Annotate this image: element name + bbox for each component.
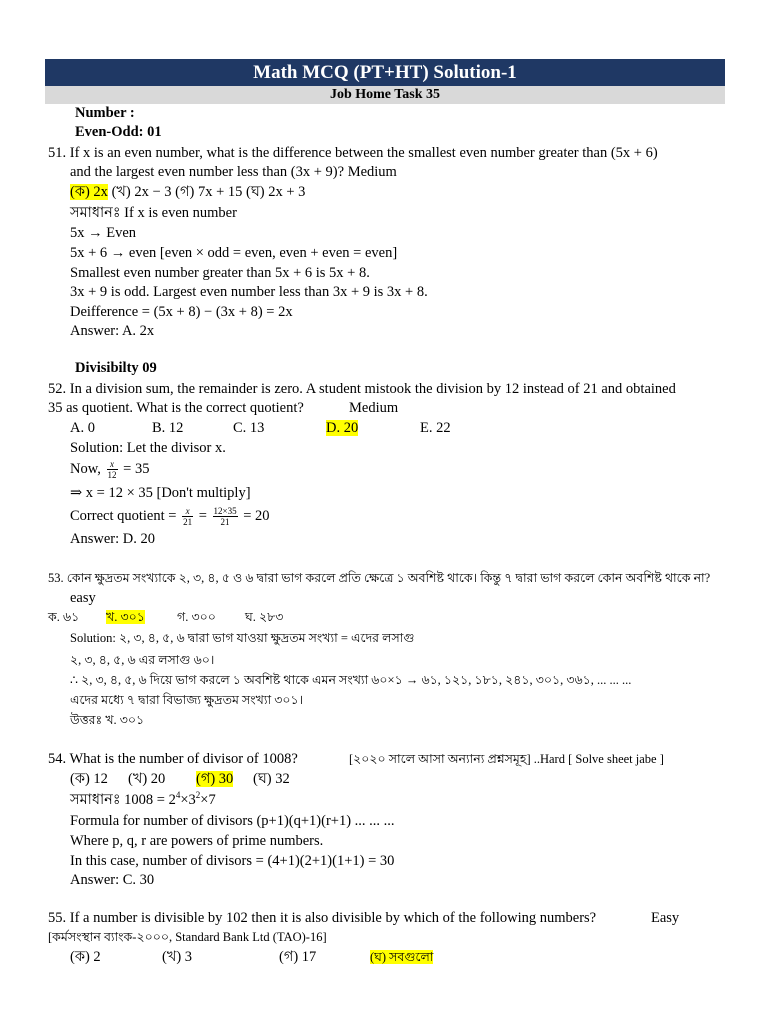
q53-option-ka: ক. ৬১	[48, 610, 80, 624]
q54-solution-1	[70, 790, 216, 810]
q52-option-d	[326, 418, 358, 438]
q53-solution-1: Solution: ২, ৩, ৪, ৫, ৬ দ্বারা ভাগ যাওয়া ক্ষুদ্রতম সংখ্যা = এদের লসাগু	[70, 631, 415, 645]
q54-factorization: সমাধানঃ 1008 = 2	[70, 792, 176, 808]
q52-text-1: 52. In a division sum, the remainder is zero. A student mistook the division by 12 instead of 21 and obtained	[48, 381, 676, 397]
q51-text-2: and the largest even number less than (3x + 9)? Medium	[70, 164, 397, 180]
page-title: Math MCQ (PT+HT) Solution-1	[45, 59, 725, 86]
q54-solution-3: Where p, q, r are powers of prime numbers.	[70, 833, 324, 849]
q54-answer: Answer: C. 30	[70, 872, 155, 888]
frac-denominator: 12	[107, 470, 117, 481]
q52-equals-20: = 20	[243, 508, 270, 524]
q55-level: Easy	[651, 910, 680, 926]
q53-text-1: 53. কোন ক্ষুদ্রতম সংখ্যাকে ২, ৩, ৪, ৫ ও ৬ দ্বারা ভাগ করলে প্রতি ক্ষেত্রে ১ অবশিষ্ট থাকে। কিন্তু ৭ দ্বারা ভাগ করলে কোন অবশিষ্ট থাকে না?	[48, 571, 711, 585]
q51-text-1: 51. If x is an even number, what is the difference between the smallest even number greater than (5x + 6)	[48, 145, 658, 161]
q55-option-ga: (গ) 17	[279, 949, 317, 965]
q54-factor: ×7	[200, 792, 216, 808]
q52-equals-35: = 35	[123, 461, 150, 477]
q52-option-c: C. 13	[233, 420, 265, 436]
q51-options-rest: (খ) 2x − 3 (গ) 7x + 15 (ঘ) 2x + 3	[107, 184, 306, 200]
q52-option-a: A. 0	[70, 420, 95, 436]
q51-solution-3: 5x + 6 → even [even × odd = even, even + even = even]	[70, 245, 398, 261]
q52-correct-quotient-label: Correct quotient =	[70, 508, 177, 524]
frac-numerator: x	[107, 459, 118, 470]
q54-option-ka: (ক) 12	[70, 771, 108, 787]
q55-option-gha-highlighted: (ঘ) সবগুলো	[370, 950, 434, 964]
q52-option-b: B. 12	[152, 420, 184, 436]
q53-answer: উত্তরঃ খ. ৩০১	[70, 713, 145, 727]
q54-tag: [২০২০ সালে আসা অন্যান্য প্রশ্নসমূহ] ..Hard [ Solve sheet jabe ]	[349, 752, 664, 766]
q53-option-gha: ঘ. ২৮৩	[245, 610, 284, 624]
q52-fraction-x-over-21	[182, 506, 193, 527]
q52-answer: Answer: D. 20	[70, 531, 155, 547]
q53-option-kha-highlighted: খ. ৩০১	[106, 610, 145, 624]
q55-option-kha: (খ) 3	[162, 949, 193, 965]
q54-option-gha: (ঘ) 32	[253, 771, 290, 787]
q51-solution-5: 3x + 9 is odd. Largest even number less than 3x + 9 is 3x + 8.	[70, 284, 428, 300]
exponent: 2	[195, 790, 201, 801]
frac-numerator: 12×35	[213, 506, 237, 517]
frac-numerator: x	[182, 506, 193, 517]
q55-text-1: 55. If a number is divisible by 102 then it is also divisible by which of the following numbers?	[48, 910, 597, 926]
q51-solution-1: সমাধানঃ If x is even number	[70, 205, 237, 221]
section-even-odd: Even-Odd: 01	[75, 124, 162, 140]
q54-text-1: 54. What is the number of divisor of 1008?	[48, 751, 298, 767]
q52-level: Medium	[349, 400, 399, 416]
q52-solution-3: ⇒ x = 12 × 35 [Don't multiply]	[70, 485, 251, 501]
q51-solution-4: Smallest even number greater than 5x + 6 is 5x + 8.	[70, 265, 370, 281]
q53-solution-2: ২, ৩, ৪, ৫, ৬ এর লসাগু ৬০।	[70, 653, 215, 667]
q54-option-kha: (খ) 20	[128, 771, 166, 787]
page-subtitle: Job Home Task 35	[45, 86, 725, 104]
q51-answer: Answer: A. 2x	[70, 323, 155, 339]
q53-solution-4: এদের মধ্যে ৭ দ্বারা বিভাজ্য ক্ষুদ্রতম সংখ্যা ৩০১।	[70, 693, 304, 707]
q53-solution-3: ∴ ২, ৩, ৪, ৫, ৬ দিয়ে ভাগ করলে ১ অবশিষ্ট থাকে এমন সংখ্যা ৬০×১ → ৬১, ১২১, ১৮১, ২৪১, ৩০১, ৩৬১, ... ... ...	[70, 673, 632, 687]
q51-solution-2: 5x → Even	[70, 225, 137, 241]
exponent: 4	[175, 790, 181, 801]
q53-option-ga: গ. ৩০০	[177, 610, 216, 624]
q51-options	[70, 182, 305, 202]
q54-option-ga-highlighted: (গ) 30	[196, 771, 234, 787]
q51-solution-6: Deifference = (5x + 8) − (3x + 8) = 2x	[70, 304, 293, 320]
q52-option-d-highlighted: D. 20	[326, 420, 359, 436]
q55-option-gha	[370, 947, 433, 967]
q52-equals: =	[198, 508, 207, 524]
frac-denominator: 21	[183, 517, 193, 528]
q52-now-label: Now,	[70, 461, 101, 477]
frac-denominator: 21	[220, 517, 230, 528]
q51-option-a-highlighted: (ক) 2x	[70, 184, 108, 200]
q53-option-kha	[106, 607, 145, 627]
q54-solution-2: Formula for number of divisors (p+1)(q+1)(r+1) ... ... ...	[70, 813, 395, 829]
q52-text-2: 35 as quotient. What is the correct quotient?	[48, 400, 304, 416]
q52-solution-1: Solution: Let the divisor x.	[70, 440, 226, 456]
q54-factor: ×3	[180, 792, 196, 808]
q54-option-ga	[196, 769, 233, 789]
q52-fraction-x-over-12	[107, 459, 118, 480]
q54-solution-4: In this case, number of divisors = (4+1)(2+1)(1+1) = 30	[70, 853, 395, 869]
q53-text-2: easy	[70, 590, 96, 606]
q55-source: [কর্মসংস্থান ব্যাংক-২০০০, Standard Bank Ltd (TAO)-16]	[48, 930, 327, 944]
q55-option-ka: (ক) 2	[70, 949, 101, 965]
q52-option-e: E. 22	[420, 420, 451, 436]
section-divisibility: Divisibilty 09	[75, 360, 157, 376]
q52-fraction-12x35-over-21	[213, 506, 238, 527]
q52-solution-2	[70, 459, 149, 480]
section-number: Number :	[75, 105, 135, 121]
q52-solution-4	[70, 506, 270, 527]
